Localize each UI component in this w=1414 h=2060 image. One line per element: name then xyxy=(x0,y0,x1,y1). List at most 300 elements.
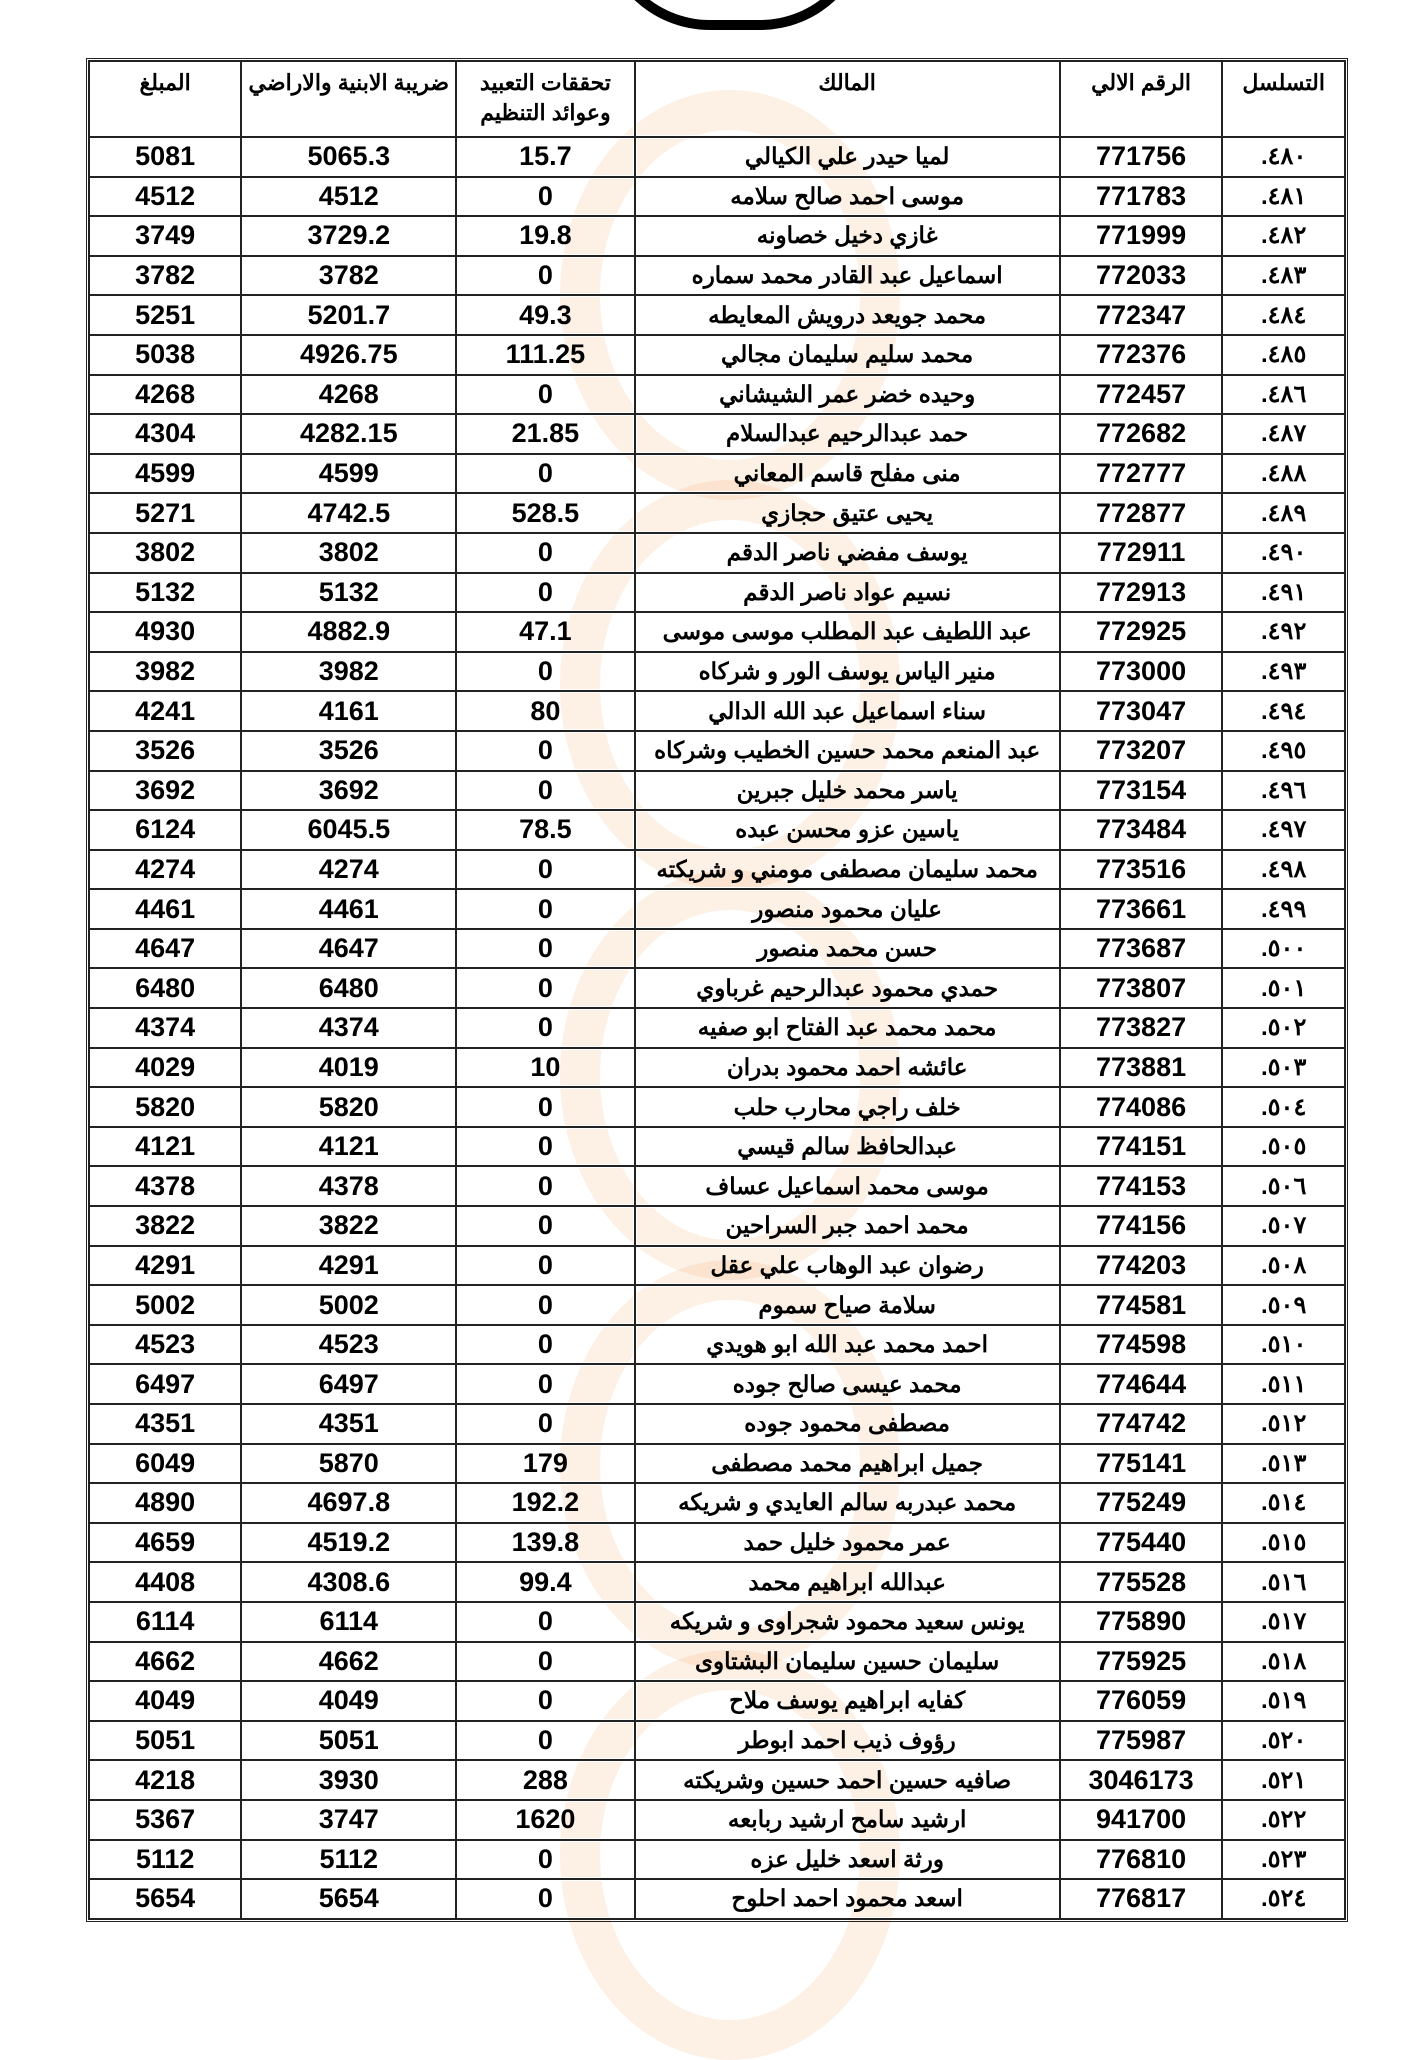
serial-cell: ٤٨٣. xyxy=(1222,256,1345,296)
auto-number-cell: 772925 xyxy=(1060,612,1223,652)
table-row xyxy=(89,295,1345,335)
table-row xyxy=(89,573,1345,613)
tax-cell: 3782 xyxy=(241,256,456,296)
owner-cell: اسعد محمود احمد احلوح xyxy=(635,1879,1060,1919)
serial-cell: ٤٨٠. xyxy=(1222,137,1345,177)
amount-cell: 5038 xyxy=(89,335,241,375)
auto-number-cell: 774156 xyxy=(1060,1206,1223,1246)
serial-cell: ٥١١. xyxy=(1222,1364,1345,1404)
fees-cell: 10 xyxy=(456,1048,634,1088)
table-row xyxy=(89,612,1345,652)
fees-cell: 0 xyxy=(456,1285,634,1325)
serial-cell: ٤٨٢. xyxy=(1222,216,1345,256)
table-row xyxy=(89,1325,1345,1365)
serial-cell: ٥٠٨. xyxy=(1222,1246,1345,1286)
tax-cell: 4161 xyxy=(241,691,456,731)
amount-cell: 4659 xyxy=(89,1523,241,1563)
header-tax: ضريبة الابنية والاراضي xyxy=(241,61,456,137)
fees-cell: 0 xyxy=(456,1127,634,1167)
auto-number-cell: 774644 xyxy=(1060,1364,1223,1404)
auto-number-cell: 773000 xyxy=(1060,652,1223,692)
amount-cell: 4523 xyxy=(89,1325,241,1365)
amount-cell: 3692 xyxy=(89,771,241,811)
fees-cell: 0 xyxy=(456,454,634,494)
amount-cell: 5367 xyxy=(89,1800,241,1840)
amount-cell: 3526 xyxy=(89,731,241,771)
fees-cell: 0 xyxy=(456,1642,634,1682)
tax-cell: 6497 xyxy=(241,1364,456,1404)
fees-cell: 0 xyxy=(456,1879,634,1919)
auto-number-cell: 3046173 xyxy=(1060,1760,1223,1800)
owner-cell: محمد احمد جبر السراحين xyxy=(635,1206,1060,1246)
amount-cell: 5654 xyxy=(89,1879,241,1919)
owner-cell: رضوان عبد الوهاب علي عقل xyxy=(635,1246,1060,1286)
header-amount: المبلغ xyxy=(89,61,241,137)
tax-cell: 3729.2 xyxy=(241,216,456,256)
fees-cell: 0 xyxy=(456,929,634,969)
fees-cell: 80 xyxy=(456,691,634,731)
owner-cell: منى مفلح قاسم المعاني xyxy=(635,454,1060,494)
tax-cell: 4374 xyxy=(241,1008,456,1048)
owner-cell: كفايه ابراهيم يوسف ملاح xyxy=(635,1681,1060,1721)
serial-cell: ٤٩٧. xyxy=(1222,810,1345,850)
tax-cell: 4049 xyxy=(241,1681,456,1721)
tax-cell: 4378 xyxy=(241,1166,456,1206)
table-row xyxy=(89,1285,1345,1325)
owner-cell: عبد اللطيف عبد المطلب موسى موسى xyxy=(635,612,1060,652)
amount-cell: 6114 xyxy=(89,1602,241,1642)
owner-cell: ورثة اسعد خليل عزه xyxy=(635,1840,1060,1880)
tax-cell: 4282.15 xyxy=(241,414,456,454)
amount-cell: 4890 xyxy=(89,1483,241,1523)
serial-cell: ٥١٠. xyxy=(1222,1325,1345,1365)
auto-number-cell: 772033 xyxy=(1060,256,1223,296)
fees-cell: 0 xyxy=(456,256,634,296)
auto-number-cell: 775249 xyxy=(1060,1483,1223,1523)
serial-cell: ٥٠٤. xyxy=(1222,1087,1345,1127)
amount-cell: 6497 xyxy=(89,1364,241,1404)
fees-cell: 0 xyxy=(456,375,634,415)
serial-cell: ٥٠٧. xyxy=(1222,1206,1345,1246)
tax-cell: 3822 xyxy=(241,1206,456,1246)
fees-cell: 0 xyxy=(456,652,634,692)
table-row xyxy=(89,731,1345,771)
tax-cell: 5065.3 xyxy=(241,137,456,177)
table-row xyxy=(89,1404,1345,1444)
fees-cell: 19.8 xyxy=(456,216,634,256)
table-row xyxy=(89,1602,1345,1642)
fees-cell: 0 xyxy=(456,1166,634,1206)
amount-cell: 3822 xyxy=(89,1206,241,1246)
table-row xyxy=(89,1008,1345,1048)
serial-cell: ٥٠٩. xyxy=(1222,1285,1345,1325)
auto-number-cell: 774742 xyxy=(1060,1404,1223,1444)
owner-cell: ياسين عزو محسن عبده xyxy=(635,810,1060,850)
owner-cell: محمد عيسى صالح جوده xyxy=(635,1364,1060,1404)
serial-cell: ٤٩٣. xyxy=(1222,652,1345,692)
fees-cell: 0 xyxy=(456,1325,634,1365)
auto-number-cell: 773881 xyxy=(1060,1048,1223,1088)
amount-cell: 5271 xyxy=(89,493,241,533)
owner-cell: احمد محمد عبد الله ابو هويدي xyxy=(635,1325,1060,1365)
amount-cell: 5051 xyxy=(89,1721,241,1761)
auto-number-cell: 772877 xyxy=(1060,493,1223,533)
fees-cell: 0 xyxy=(456,731,634,771)
serial-cell: ٤٨٤. xyxy=(1222,295,1345,335)
auto-number-cell: 774581 xyxy=(1060,1285,1223,1325)
table-row xyxy=(89,1364,1345,1404)
owner-cell: عمر محمود خليل حمد xyxy=(635,1523,1060,1563)
auto-number-cell: 775528 xyxy=(1060,1562,1223,1602)
owner-cell: موسى محمد اسماعيل عساف xyxy=(635,1166,1060,1206)
owner-cell: محمد جويعد درويش المعايطه xyxy=(635,295,1060,335)
amount-cell: 3982 xyxy=(89,652,241,692)
owner-cell: عبد المنعم محمد حسين الخطيب وشركاه xyxy=(635,731,1060,771)
serial-cell: ٥٠٦. xyxy=(1222,1166,1345,1206)
owner-cell: وحيده خضر عمر الشيشاني xyxy=(635,375,1060,415)
tax-table xyxy=(86,58,1348,1922)
amount-cell: 3802 xyxy=(89,533,241,573)
tax-cell: 3982 xyxy=(241,652,456,692)
owner-cell: موسى احمد صالح سلامه xyxy=(635,177,1060,217)
owner-cell: حمد عبدالرحيم عبدالسلام xyxy=(635,414,1060,454)
fees-cell: 21.85 xyxy=(456,414,634,454)
amount-cell: 4304 xyxy=(89,414,241,454)
auto-number-cell: 776810 xyxy=(1060,1840,1223,1880)
auto-number-cell: 773484 xyxy=(1060,810,1223,850)
tax-cell: 5132 xyxy=(241,573,456,613)
owner-cell: سليمان حسين سليمان البشتاوى xyxy=(635,1642,1060,1682)
serial-cell: ٤٩٥. xyxy=(1222,731,1345,771)
owner-cell: عائشه احمد محمود بدران xyxy=(635,1048,1060,1088)
serial-cell: ٤٩٦. xyxy=(1222,771,1345,811)
amount-cell: 4378 xyxy=(89,1166,241,1206)
table-row xyxy=(89,177,1345,217)
fees-cell: 192.2 xyxy=(456,1483,634,1523)
amount-cell: 4662 xyxy=(89,1642,241,1682)
serial-cell: ٥١٥. xyxy=(1222,1523,1345,1563)
owner-cell: صافيه حسين احمد حسين وشريكته xyxy=(635,1760,1060,1800)
table-row xyxy=(89,1483,1345,1523)
auto-number-cell: 773516 xyxy=(1060,850,1223,890)
table-row xyxy=(89,493,1345,533)
tax-cell: 5051 xyxy=(241,1721,456,1761)
table-row xyxy=(89,454,1345,494)
tax-cell: 3802 xyxy=(241,533,456,573)
serial-cell: ٥٢٠. xyxy=(1222,1721,1345,1761)
fees-cell: 0 xyxy=(456,968,634,1008)
table-row xyxy=(89,968,1345,1008)
fees-cell: 0 xyxy=(456,889,634,929)
tax-cell: 4512 xyxy=(241,177,456,217)
owner-cell: لميا حيدر علي الكيالي xyxy=(635,137,1060,177)
table-row xyxy=(89,1562,1345,1602)
header-owner: المالك xyxy=(635,61,1060,137)
owner-cell: محمد سليمان مصطفى مومني و شريكته xyxy=(635,850,1060,890)
serial-cell: ٥٢٤. xyxy=(1222,1879,1345,1919)
tax-cell: 4351 xyxy=(241,1404,456,1444)
auto-number-cell: 775141 xyxy=(1060,1444,1223,1484)
tax-cell: 4121 xyxy=(241,1127,456,1167)
auto-number-cell: 775440 xyxy=(1060,1523,1223,1563)
tax-cell: 4523 xyxy=(241,1325,456,1365)
amount-cell: 4374 xyxy=(89,1008,241,1048)
fees-cell: 0 xyxy=(456,177,634,217)
auto-number-cell: 774203 xyxy=(1060,1246,1223,1286)
auto-number-cell: 776817 xyxy=(1060,1879,1223,1919)
amount-cell: 4268 xyxy=(89,375,241,415)
table-row xyxy=(89,929,1345,969)
table-row xyxy=(89,1206,1345,1246)
amount-cell: 5820 xyxy=(89,1087,241,1127)
table-row xyxy=(89,414,1345,454)
table-row xyxy=(89,216,1345,256)
owner-cell: غازي دخيل خصاونه xyxy=(635,216,1060,256)
tax-cell: 4647 xyxy=(241,929,456,969)
table-row xyxy=(89,810,1345,850)
auto-number-cell: 773047 xyxy=(1060,691,1223,731)
owner-cell: يحيى عتيق حجازي xyxy=(635,493,1060,533)
tax-cell: 6480 xyxy=(241,968,456,1008)
tax-cell: 4308.6 xyxy=(241,1562,456,1602)
amount-cell: 5251 xyxy=(89,295,241,335)
owner-cell: يونس سعيد محمود شجراوى و شريكه xyxy=(635,1602,1060,1642)
serial-cell: ٤٨٥. xyxy=(1222,335,1345,375)
table-row xyxy=(89,533,1345,573)
fees-cell: 0 xyxy=(456,1840,634,1880)
auto-number-cell: 776059 xyxy=(1060,1681,1223,1721)
tax-cell: 4519.2 xyxy=(241,1523,456,1563)
owner-cell: منير الياس يوسف الور و شركاه xyxy=(635,652,1060,692)
amount-cell: 4218 xyxy=(89,1760,241,1800)
auto-number-cell: 772913 xyxy=(1060,573,1223,613)
serial-cell: ٥٢٣. xyxy=(1222,1840,1345,1880)
auto-number-cell: 772457 xyxy=(1060,375,1223,415)
table-row xyxy=(89,375,1345,415)
serial-cell: ٥١٩. xyxy=(1222,1681,1345,1721)
auto-number-cell: 775890 xyxy=(1060,1602,1223,1642)
fees-cell: 111.25 xyxy=(456,335,634,375)
table-row xyxy=(89,1166,1345,1206)
fees-cell: 49.3 xyxy=(456,295,634,335)
header-row xyxy=(89,61,1345,137)
owner-cell: سناء اسماعيل عبد الله الدالي xyxy=(635,691,1060,731)
header-fees: تحققات التعبيد وعوائد التنظيم xyxy=(456,61,634,137)
tax-cell: 4268 xyxy=(241,375,456,415)
table-row xyxy=(89,1760,1345,1800)
owner-cell: مصطفى محمود جوده xyxy=(635,1404,1060,1444)
auto-number-cell: 774153 xyxy=(1060,1166,1223,1206)
table-row xyxy=(89,1246,1345,1286)
auto-number-cell: 773687 xyxy=(1060,929,1223,969)
amount-cell: 4599 xyxy=(89,454,241,494)
serial-cell: ٤٩٤. xyxy=(1222,691,1345,731)
table-row xyxy=(89,652,1345,692)
table-row xyxy=(89,1523,1345,1563)
serial-cell: ٥٠١. xyxy=(1222,968,1345,1008)
amount-cell: 6124 xyxy=(89,810,241,850)
tax-cell: 4882.9 xyxy=(241,612,456,652)
serial-cell: ٥٠٠. xyxy=(1222,929,1345,969)
fees-cell: 0 xyxy=(456,1404,634,1444)
amount-cell: 4291 xyxy=(89,1246,241,1286)
table-row xyxy=(89,1048,1345,1088)
serial-cell: ٤٨٨. xyxy=(1222,454,1345,494)
serial-cell: ٥١٣. xyxy=(1222,1444,1345,1484)
amount-cell: 3782 xyxy=(89,256,241,296)
table-row xyxy=(89,850,1345,890)
tax-cell: 3526 xyxy=(241,731,456,771)
table-row xyxy=(89,1879,1345,1919)
tax-cell: 4461 xyxy=(241,889,456,929)
serial-cell: ٥١٧. xyxy=(1222,1602,1345,1642)
amount-cell: 5002 xyxy=(89,1285,241,1325)
tax-cell: 4599 xyxy=(241,454,456,494)
fees-cell: 0 xyxy=(456,850,634,890)
auto-number-cell: 941700 xyxy=(1060,1800,1223,1840)
tax-cell: 5820 xyxy=(241,1087,456,1127)
tax-cell: 4291 xyxy=(241,1246,456,1286)
table-row xyxy=(89,691,1345,731)
tax-cell: 3930 xyxy=(241,1760,456,1800)
tax-cell: 4742.5 xyxy=(241,493,456,533)
header-auto-number: الرقم الالي xyxy=(1060,61,1223,137)
tax-cell: 4662 xyxy=(241,1642,456,1682)
auto-number-cell: 773661 xyxy=(1060,889,1223,929)
auto-number-cell: 775987 xyxy=(1060,1721,1223,1761)
owner-cell: اسماعيل عبد القادر محمد سماره xyxy=(635,256,1060,296)
owner-cell: محمد عبدربه سالم العايدي و شريكه xyxy=(635,1483,1060,1523)
serial-cell: ٥١٢. xyxy=(1222,1404,1345,1444)
serial-cell: ٤٩٢. xyxy=(1222,612,1345,652)
auto-number-cell: 773827 xyxy=(1060,1008,1223,1048)
owner-cell: نسيم عواد ناصر الدقم xyxy=(635,573,1060,613)
table-row xyxy=(89,1840,1345,1880)
owner-cell: ارشيد سامح ارشيد ربابعه xyxy=(635,1800,1060,1840)
fees-cell: 99.4 xyxy=(456,1562,634,1602)
table-row xyxy=(89,1127,1345,1167)
tax-cell: 5201.7 xyxy=(241,295,456,335)
auto-number-cell: 771756 xyxy=(1060,137,1223,177)
auto-number-cell: 773154 xyxy=(1060,771,1223,811)
serial-cell: ٥٢٢. xyxy=(1222,1800,1345,1840)
serial-cell: ٤٩١. xyxy=(1222,573,1345,613)
owner-cell: خلف راجي محارب حلب xyxy=(635,1087,1060,1127)
table-row xyxy=(89,1800,1345,1840)
owner-cell: سلامة صياح سموم xyxy=(635,1285,1060,1325)
table-row xyxy=(89,1642,1345,1682)
fees-cell: 0 xyxy=(456,1246,634,1286)
amount-cell: 4512 xyxy=(89,177,241,217)
logo-arc xyxy=(600,0,870,30)
table-row xyxy=(89,335,1345,375)
serial-cell: ٤٩٠. xyxy=(1222,533,1345,573)
auto-number-cell: 774598 xyxy=(1060,1325,1223,1365)
fees-cell: 15.7 xyxy=(456,137,634,177)
owner-cell: محمد محمد عبد الفتاح ابو صفيه xyxy=(635,1008,1060,1048)
auto-number-cell: 772347 xyxy=(1060,295,1223,335)
fees-cell: 0 xyxy=(456,1602,634,1642)
auto-number-cell: 771783 xyxy=(1060,177,1223,217)
serial-cell: ٥٠٣. xyxy=(1222,1048,1345,1088)
owner-cell: ياسر محمد خليل جبرين xyxy=(635,771,1060,811)
tax-cell: 4697.8 xyxy=(241,1483,456,1523)
tax-cell: 3747 xyxy=(241,1800,456,1840)
fees-cell: 528.5 xyxy=(456,493,634,533)
fees-cell: 139.8 xyxy=(456,1523,634,1563)
fees-cell: 0 xyxy=(456,1008,634,1048)
table-row xyxy=(89,137,1345,177)
tax-cell: 4274 xyxy=(241,850,456,890)
auto-number-cell: 773207 xyxy=(1060,731,1223,771)
auto-number-cell: 774086 xyxy=(1060,1087,1223,1127)
table-row xyxy=(89,256,1345,296)
serial-cell: ٤٨١. xyxy=(1222,177,1345,217)
fees-cell: 288 xyxy=(456,1760,634,1800)
serial-cell: ٥٠٢. xyxy=(1222,1008,1345,1048)
tax-cell: 6114 xyxy=(241,1602,456,1642)
owner-cell: عبدالحافظ سالم قيسي xyxy=(635,1127,1060,1167)
fees-cell: 0 xyxy=(456,771,634,811)
auto-number-cell: 772682 xyxy=(1060,414,1223,454)
amount-cell: 4461 xyxy=(89,889,241,929)
amount-cell: 4408 xyxy=(89,1562,241,1602)
amount-cell: 5132 xyxy=(89,573,241,613)
amount-cell: 6049 xyxy=(89,1444,241,1484)
amount-cell: 4351 xyxy=(89,1404,241,1444)
table-row xyxy=(89,771,1345,811)
header-serial: التسلسل xyxy=(1222,61,1345,137)
amount-cell: 4029 xyxy=(89,1048,241,1088)
table-row xyxy=(89,1087,1345,1127)
amount-cell: 5112 xyxy=(89,1840,241,1880)
table-row xyxy=(89,1444,1345,1484)
tax-cell: 5002 xyxy=(241,1285,456,1325)
owner-cell: رؤوف ذيب احمد ابوطر xyxy=(635,1721,1060,1761)
amount-cell: 4930 xyxy=(89,612,241,652)
fees-cell: 0 xyxy=(456,1206,634,1246)
serial-cell: ٤٨٦. xyxy=(1222,375,1345,415)
amount-cell: 5081 xyxy=(89,137,241,177)
table-row xyxy=(89,1681,1345,1721)
serial-cell: ٥٠٥. xyxy=(1222,1127,1345,1167)
owner-cell: عبدالله ابراهيم محمد xyxy=(635,1562,1060,1602)
auto-number-cell: 772911 xyxy=(1060,533,1223,573)
fees-cell: 0 xyxy=(456,573,634,613)
tax-cell: 5870 xyxy=(241,1444,456,1484)
amount-cell: 4049 xyxy=(89,1681,241,1721)
owner-cell: حسن محمد منصور xyxy=(635,929,1060,969)
owner-cell: عليان محمود منصور xyxy=(635,889,1060,929)
table-row xyxy=(89,889,1345,929)
serial-cell: ٥٢١. xyxy=(1222,1760,1345,1800)
amount-cell: 4647 xyxy=(89,929,241,969)
amount-cell: 3749 xyxy=(89,216,241,256)
tax-cell: 5654 xyxy=(241,1879,456,1919)
serial-cell: ٥١٦. xyxy=(1222,1562,1345,1602)
auto-number-cell: 772777 xyxy=(1060,454,1223,494)
serial-cell: ٤٨٧. xyxy=(1222,414,1345,454)
amount-cell: 6480 xyxy=(89,968,241,1008)
tax-cell: 4926.75 xyxy=(241,335,456,375)
fees-cell: 0 xyxy=(456,533,634,573)
tax-cell: 4019 xyxy=(241,1048,456,1088)
tax-cell: 5112 xyxy=(241,1840,456,1880)
owner-cell: جميل ابراهيم محمد مصطفى xyxy=(635,1444,1060,1484)
owner-cell: يوسف مفضي ناصر الدقم xyxy=(635,533,1060,573)
fees-cell: 0 xyxy=(456,1087,634,1127)
fees-cell: 179 xyxy=(456,1444,634,1484)
